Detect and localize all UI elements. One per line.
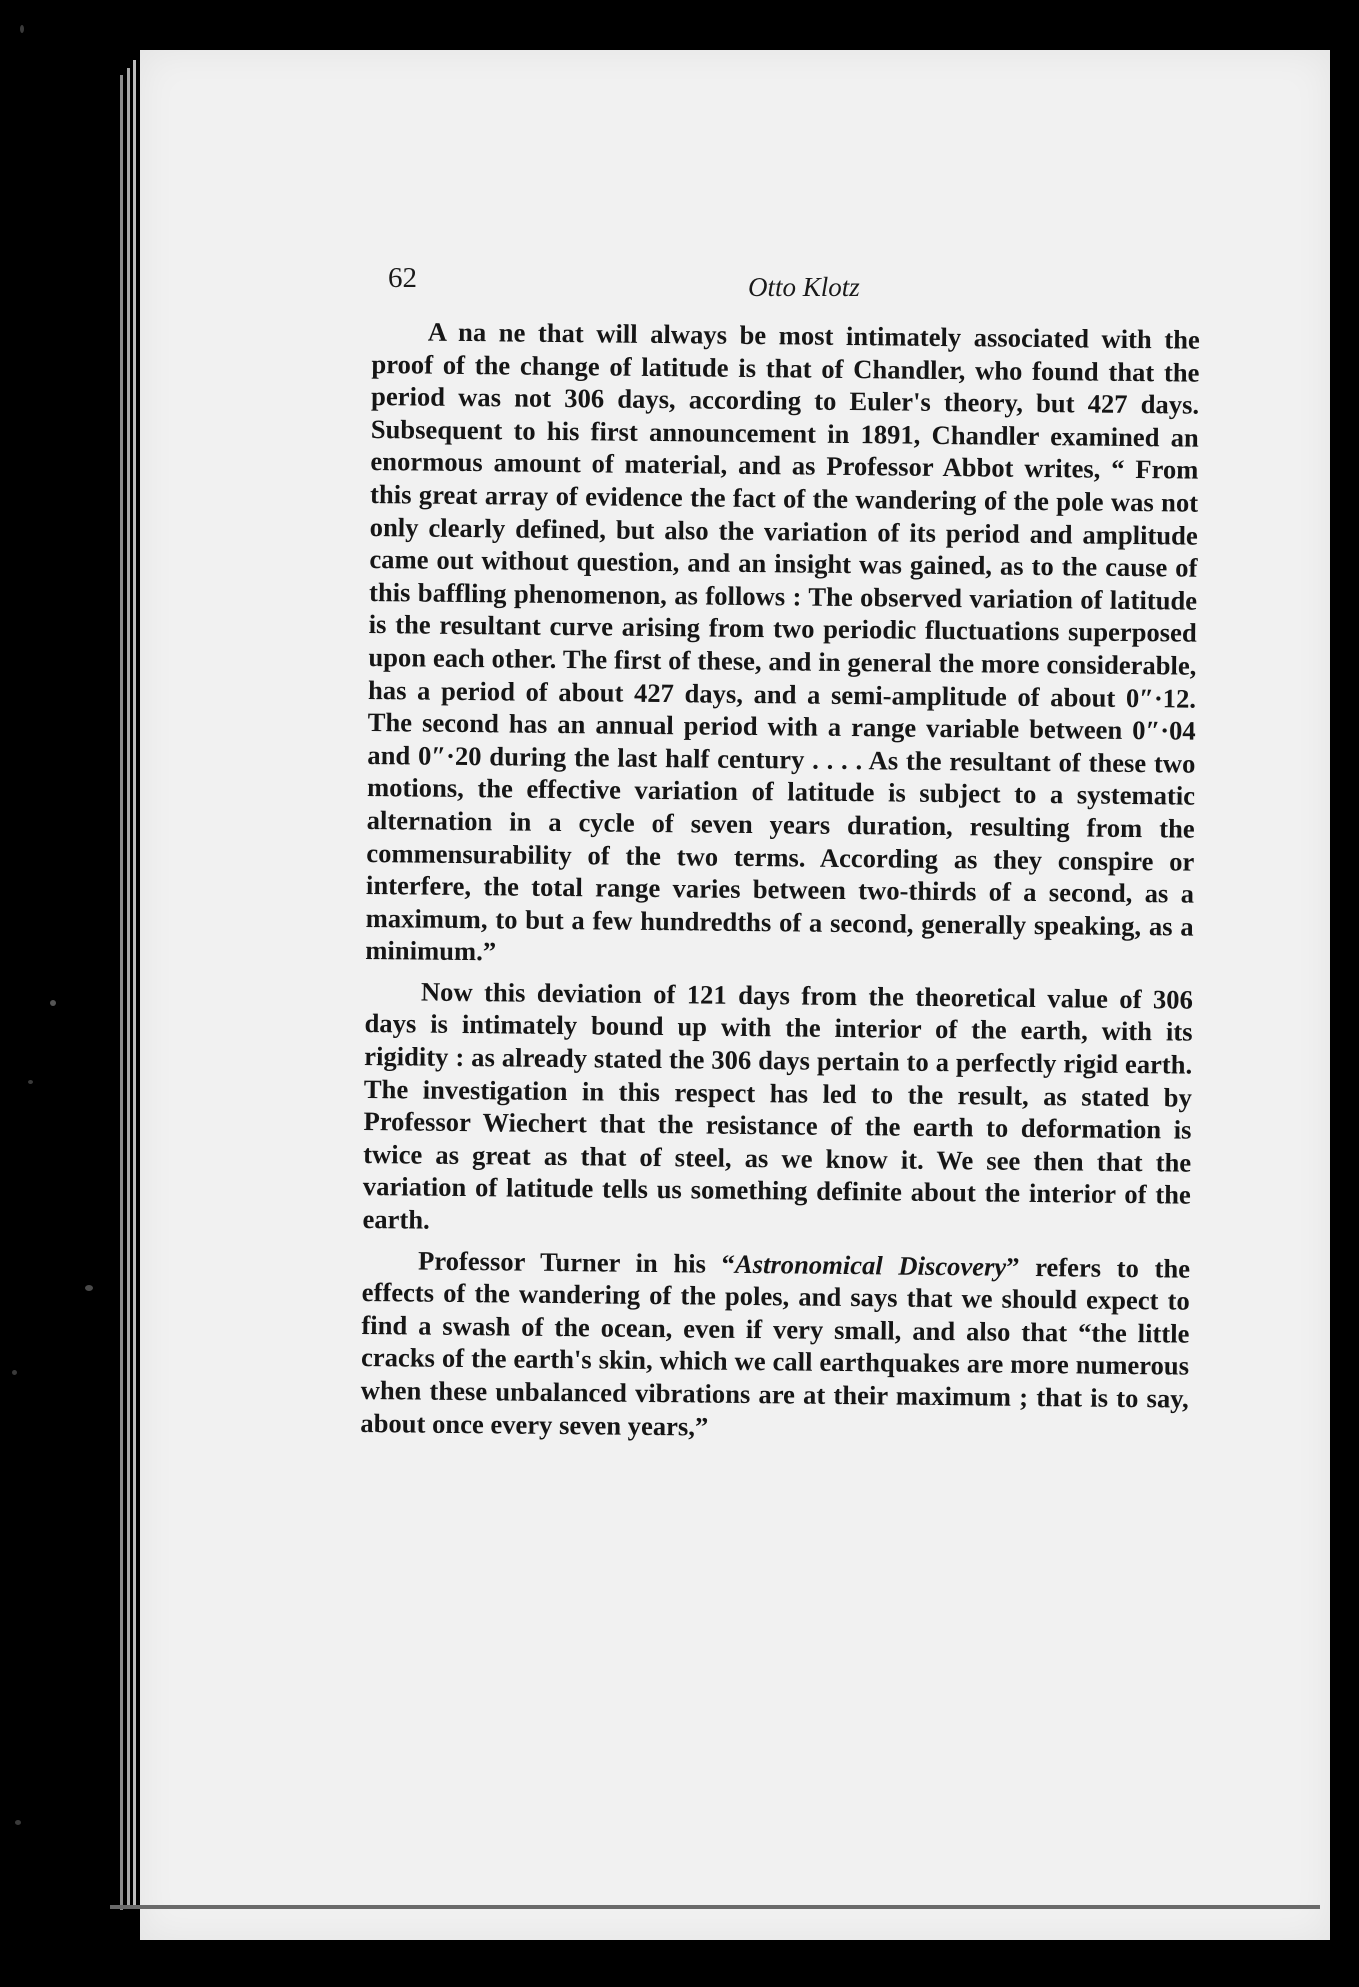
page-stack-edge xyxy=(133,60,136,1905)
paragraph-turner-rest: ” refers to the effects of the wandering of the poles, and says that we should expect to find a swash of the ocean, even if very small, and also that “the little cracks of the earth's skin, which we call earthquakes are more numerous when these unbalanced vibrations are at their maximum ; that is to say, about once every seven years,” xyxy=(360,1251,1191,1442)
paragraph-turner-lead: Professor Turner in his “ xyxy=(417,1245,736,1279)
page-number: 62 xyxy=(388,262,417,294)
paragraph-turner xyxy=(360,1244,1190,1448)
paragraph-chandler: A na ne that will always be most intimately associated with the proof of the change of latitude is that of Chandler, who found that the period was not 306 days, according to Euler's theory, but 427 days. Subsequent to his first announcement in 1891, Chandler examined an enormous amount of material, and as Professor Abbot writes, “ From this great array of evidence the fact of the wandering of the pole was not only clearly defined, but also the variation of its period and amplitude came out without question, and an insight was gained, as to the cause of this baffling phenomenon, as follows : The observed variation of latitude is the resultant curve arising from two periodic fluctuations superposed upon each other. The first of these, and in general the more considerable, has a period of about 427 days, and a semi-amplitude of about 0″·12. The second has an annual period with a range variable between 0″·04 and 0″·20 during the last half century . . . . As the resultant of these two motions, the effective variation of latitude is subject to a systematic alternation in a cycle of seven years duration, resulting from the commensurability of the two terms. According as they conspire or interfere, the total range varies between two-thirds of a second, as a maximum, to but a few hundredths of a second, generally speaking, as a minimum.” xyxy=(365,316,1200,967)
page-stack-edge xyxy=(127,68,130,1908)
scan-speck xyxy=(50,1000,56,1006)
scan-speck xyxy=(85,1285,93,1291)
body-text xyxy=(360,315,1200,1448)
running-title: Otto Klotz xyxy=(748,272,860,302)
scan-speck xyxy=(15,1820,21,1825)
scan-speck xyxy=(28,1080,33,1084)
book-title: Astronomical Discovery xyxy=(734,1248,1007,1282)
page-bottom-edge xyxy=(110,1905,1320,1909)
scan-speck xyxy=(20,25,24,33)
paragraph-deviation: Now this deviation of 121 days from the theoretical value of 306 days is intimately bound up with the interior of the earth, with its rigidity : as already stated the 306 days pertain to a perfectly rigid earth. The investigation in this respect has led to the result, as stated by Professor Wiechert that the resistance of the earth to deformation is twice as great as that of steel, as we know it. We see then that the variation of latitude tells us something definite about the interior of the earth. xyxy=(362,976,1194,1235)
page-stack-edge xyxy=(120,75,123,1910)
running-head xyxy=(388,262,1208,302)
scan-speck xyxy=(12,1370,17,1375)
